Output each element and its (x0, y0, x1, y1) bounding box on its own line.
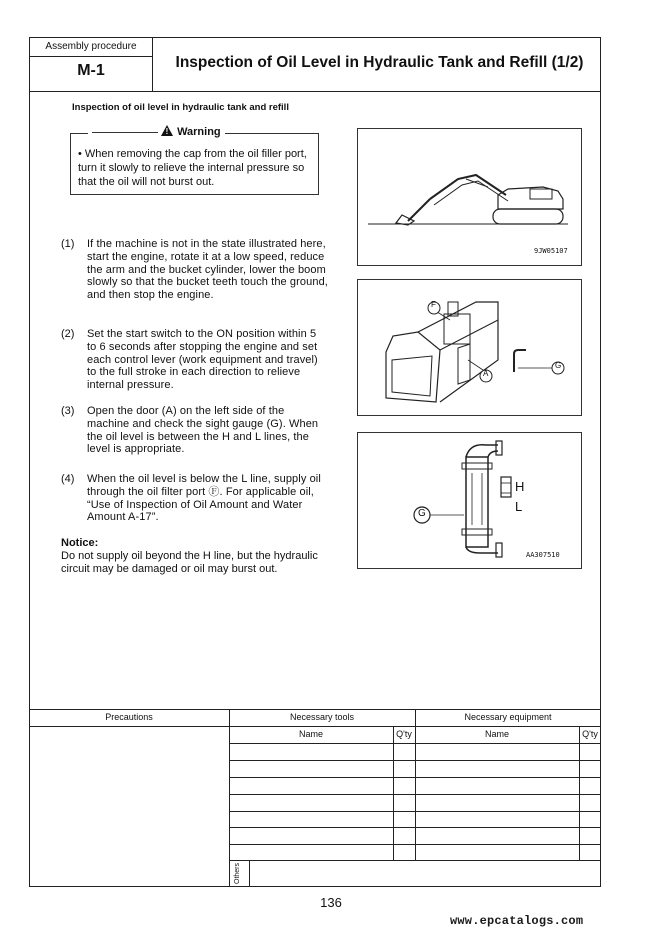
table-header-equipment: Necessary equipment (464, 712, 552, 722)
label-h: H (515, 479, 525, 494)
step-number: (4) (61, 473, 75, 485)
figure-code: AA307510 (526, 551, 560, 559)
table-col-name: Name (298, 729, 323, 739)
table-header-divider (29, 726, 601, 727)
table-col-divider (393, 726, 394, 860)
notice-heading: Notice: (61, 537, 99, 549)
label-g: G (555, 361, 562, 370)
page-title: Inspection of Oil Level in Hydraulic Tank and Refill (1/2) (175, 54, 584, 71)
warning-triangle-icon (161, 125, 173, 136)
page-number: 136 (320, 895, 342, 910)
section-subheading: Inspection of oil level in hydraulic tank and refill (72, 102, 289, 113)
step-number: (1) (61, 238, 75, 250)
figure-code: 9JW05107 (534, 247, 568, 255)
label-l: L (515, 499, 523, 514)
notice-text: Do not supply oil beyond the H line, but the hydraulic circuit may be damaged or oil may burst out. (61, 550, 318, 576)
warning-title (88, 125, 225, 138)
label-f: F (431, 300, 436, 309)
procedure-label: Assembly procedure (45, 41, 137, 52)
table-top-border (29, 709, 601, 710)
header-label-divider (29, 56, 152, 57)
table-col-divider (249, 860, 250, 887)
figure-sight-gauge (357, 432, 582, 569)
excavator-side-drawing (358, 129, 581, 265)
figure-excavator-side (357, 128, 582, 266)
label-g: G (418, 508, 426, 519)
table-row-line (229, 860, 601, 861)
table-col-name: Name (484, 729, 509, 739)
figure-door-open (357, 279, 582, 416)
header-divider (29, 91, 601, 92)
step-text: Open the door (A) on the left side of the machine and check the sight gauge (G). When the oil level is between the H and L lines, the level is appropriate. (87, 405, 319, 456)
procedure-code: M-1 (77, 62, 105, 79)
header-vdivider (152, 37, 153, 91)
step-number: (3) (61, 405, 75, 417)
table-col-qty: Q'ty (396, 729, 412, 739)
step-text: If the machine is not in the state illustrated here, start the engine, rotate it at a low speed, reduce the arm and the bucket cylinder, lower the boom slowly so that the bucket teeth touch the ground, and then stop the engine. (87, 238, 328, 302)
table-col-divider (579, 726, 580, 860)
warning-text: • When removing the cap from the oil filler port, turn it slowly to relieve the internal pressure so that the oil will not burst out. (78, 148, 307, 188)
table-header-precautions: Precautions (105, 712, 153, 722)
table-col-qty: Q'ty (582, 729, 598, 739)
step-text: When the oil level is below the L line, supply oil through the oil filter port Ⓕ. For applicable oil, “Use of Inspection of Oil Amount and Water Amount A-17”. (87, 473, 321, 524)
table-header-tools: Necessary tools (289, 712, 355, 722)
step-text: Set the start switch to the ON position within 5 to 6 seconds after stopping the engine and set each control lever (work equipment and travel) to the full stroke in each direction to relieve internal pressure. (87, 328, 318, 392)
step-number: (2) (61, 328, 75, 340)
sight-gauge-drawing (358, 433, 581, 568)
warning-rule-left (92, 132, 158, 133)
label-a: A (483, 369, 489, 378)
warning-title-text: Warning (177, 126, 221, 138)
table-others-label: Others (234, 862, 241, 884)
door-open-drawing (358, 280, 581, 415)
website-watermark: www.epcatalogs.com (450, 914, 584, 928)
